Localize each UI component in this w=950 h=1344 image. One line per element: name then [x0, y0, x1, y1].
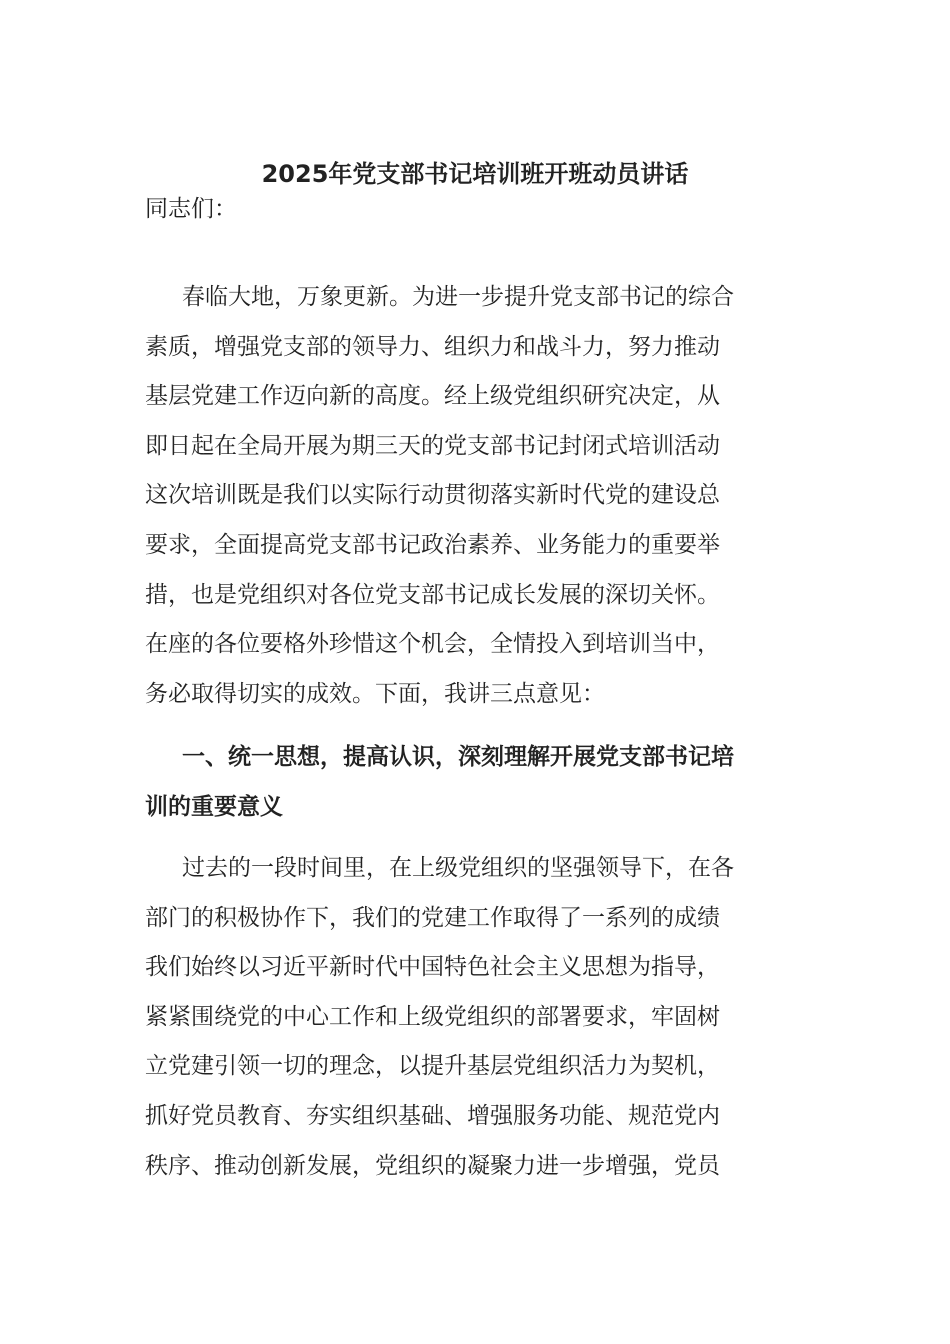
text-line: 务必取得切实的成效。下面，我讲三点意见：: [145, 680, 605, 707]
text-line: 要求，全面提高党支部书记政治素养、业务能力的重要举: [145, 531, 720, 558]
text-line: 秩序、推动创新发展，党组织的凝聚力进一步增强，党员: [145, 1152, 720, 1179]
text-line: 立党建引领一切的理念，以提升基层党组织活力为契机，: [145, 1053, 720, 1080]
text-line: 部门的积极协作下，我们的党建工作取得了一系列的成绩: [145, 904, 720, 931]
section-heading-1: [145, 733, 845, 832]
text-line: 这次培训既是我们以实际行动贯彻落实新时代党的建设总: [145, 482, 720, 509]
text-line: 素质，增强党支部的领导力、组织力和战斗力，努力推动: [145, 333, 720, 360]
text-line: 我们始终以习近平新时代中国特色社会主义思想为指导，: [145, 954, 720, 981]
text-line: 措，也是党组织对各位党支部书记成长发展的深切关怀。: [145, 581, 720, 608]
paragraph-2: [145, 844, 845, 1191]
text-line: 在座的各位要格外珍惜这个机会，全情投入到培训当中，: [145, 631, 720, 658]
text-line: 基层党建工作迈向新的高度。经上级党组织研究决定，从: [145, 383, 720, 410]
greeting: 同志们：: [145, 196, 237, 222]
text-line: 即日起在全局开展为期三天的党支部书记封闭式培训活动: [145, 432, 720, 459]
document-title: 2025年党支部书记培训班开班动员讲话: [261, 160, 689, 188]
heading-line: 一、统一思想，提高认识，深刻理解开展党支部书记培: [182, 744, 734, 770]
heading-line: 训的重要意义: [145, 793, 283, 820]
paragraph-1: [145, 273, 845, 719]
text-line: 春临大地，万象更新。为进一步提升党支部书记的综合: [182, 284, 734, 310]
text-line: 抓好党员教育、夯实组织基础、增强服务功能、规范党内: [145, 1102, 720, 1129]
text-line: 过去的一段时间里，在上级党组织的坚强领导下，在各: [182, 855, 734, 881]
text-line: 紧紧围绕党的中心工作和上级党组织的部署要求，牢固树: [145, 1003, 720, 1030]
